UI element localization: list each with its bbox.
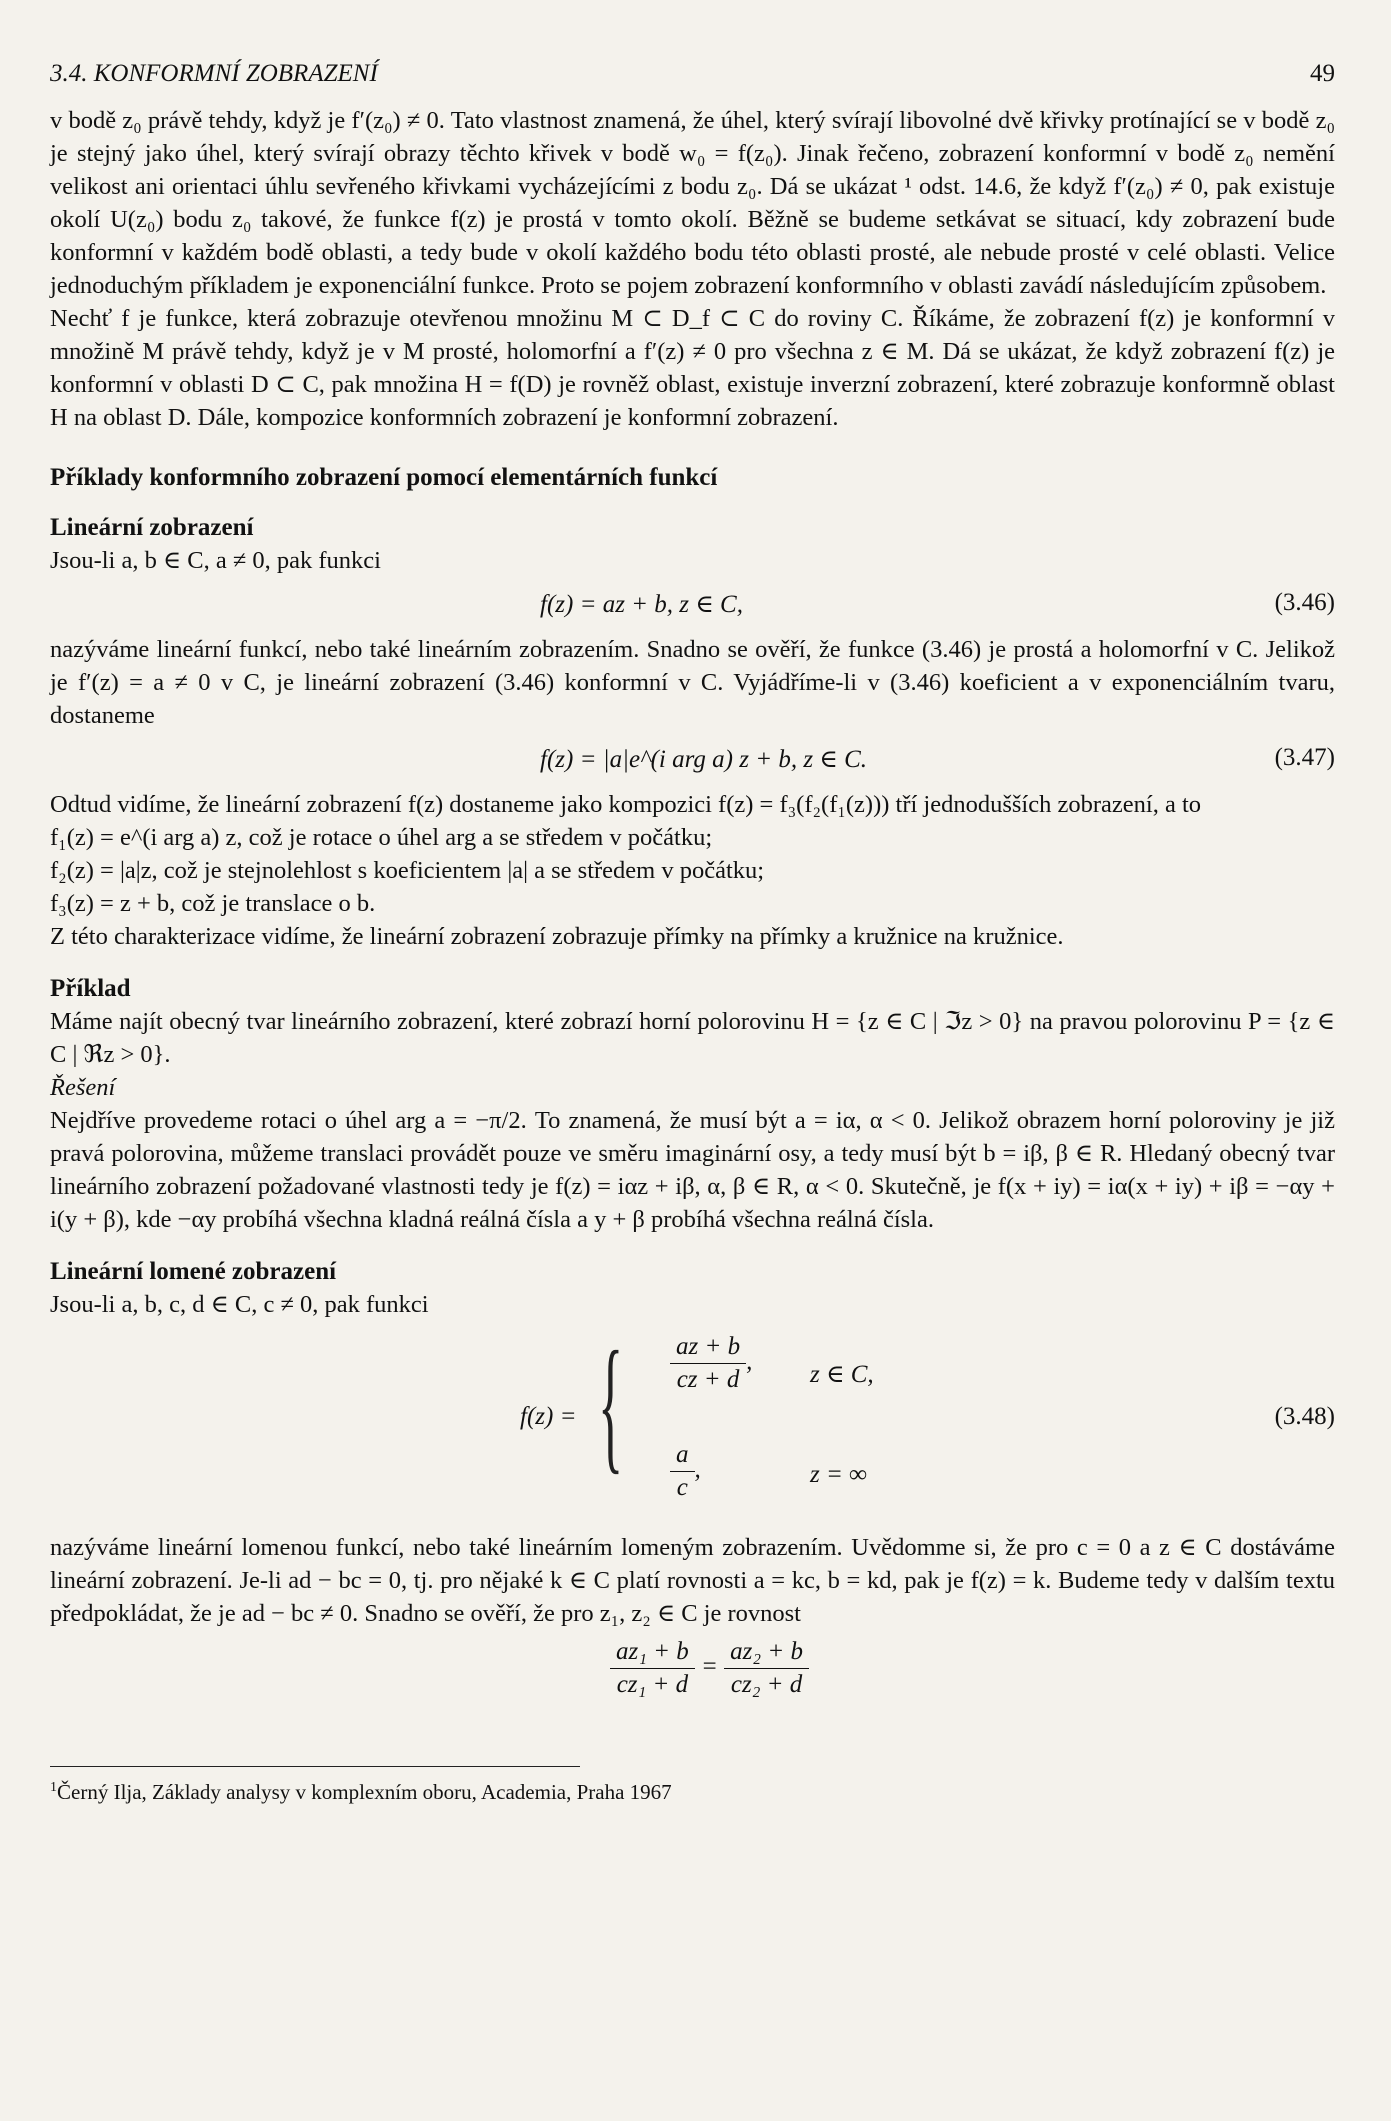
composition-item-2: f₂(z) = |a|z, což je stejnolehlost s koeficientem |a| a se středem v počátku; bbox=[50, 857, 765, 884]
case-1-denominator: cz + d bbox=[676, 1366, 740, 1393]
mobius-text-1: nazýváme lineární lomenou funkcí, nebo také lineárním lomeným zobrazením. Uvědomme si, že pro c = 0 a z ∈ C dostáváme lineární zobrazení. Je-li ad − bc = 0, tj. pro nějaké k ∈ C platí rovnosti a = kc, b = kd, pak je f(z) = k. Budeme tedy v dalším textu předpokládat, že je ad − bc ≠ 0. Snadno se ověří, že pro z₁, z₂ ∈ C je rovnost bbox=[50, 1534, 1335, 1627]
equation-body: f(z) = az + b, z ∈ C, bbox=[540, 591, 743, 618]
case-1-condition: z ∈ C, bbox=[810, 1361, 874, 1388]
case-2-condition: z = ∞ bbox=[810, 1461, 867, 1488]
equation-number: (3.47) bbox=[1274, 744, 1335, 771]
case-2-fraction: $\frac{a}{c}$ , bbox=[670, 1439, 701, 1504]
equation-3-46 bbox=[50, 577, 1335, 633]
section-title: Příklady konformního zobrazení pomocí elementárních funkcí bbox=[50, 464, 718, 491]
paragraph-1: v bodě z₀ právě tehdy, když je f′(z₀) ≠ 0. Tato vlastnost znamená, že úhel, který svírají libovolné dvě křivky protínající se v bodě z₀ je stejný jako úhel, který svírají obrazy těchto křivek v bodě w₀ = f(z₀). Jinak řečeno, zobrazení konformní v bodě z₀ nemění velikost ani orientaci úhlu sevřeného křivkami vycházejícími z bodu z₀. Dá se ukázat ¹ odst. 14.6, že když f′(z₀) ≠ 0, pak existuje okolí U(z₀) bodu z₀ takové, že funkce f(z) je prostá v tomto okolí. Běžně se budeme setkávat se situací, kdy zobrazení bude konformní v každém bodě oblasti, a tedy bude v okolí každého bodu této oblasti prosté, ale nebude prosté v celé oblasti. Velice jednoduchým příkladem je exponenciální funkce. Proto se pojem zobrazení konformního v oblasti zavádí následujícím způsobem. bbox=[50, 107, 1335, 299]
mobius-title: Lineární lomené zobrazení bbox=[50, 1258, 337, 1285]
example-title: Příklad bbox=[50, 975, 131, 1002]
equality-fractions bbox=[50, 1630, 1335, 1740]
case-1-fraction: $\frac{az + b}{cz + d}$ , bbox=[670, 1331, 752, 1396]
mobius-intro: Jsou-li a, b, c, d ∈ C, c ≠ 0, pak funkci bbox=[50, 1291, 429, 1318]
linear-text-1: nazýváme lineární funkcí, nebo také lineárním zobrazením. Snadno se ověří, že funkce (3.46) je prostá a holomorfní v C. Jelikož je f′(z) = a ≠ 0 v C, je lineární zobrazení (3.46) konformní v C. Vyjádříme-li v (3.46) koeficient a v exponenciálním tvaru, dostaneme bbox=[50, 636, 1335, 729]
right-numerator: az₂ + b bbox=[724, 1636, 809, 1669]
case-1-numerator: az + b bbox=[670, 1331, 746, 1364]
equation-body: f(z) = |a|e^(i arg a) z + b, z ∈ C. bbox=[540, 746, 867, 773]
example-text-1: Máme najít obecný tvar lineárního zobrazení, které zobrazí horní polorovinu H = {z ∈ C | ℑz > 0} na pravou polorovinu P = {z ∈ C | ℜz > 0}. bbox=[50, 1008, 1335, 1068]
left-numerator: az₁ + b bbox=[610, 1636, 695, 1669]
footnote-text: Černý Ilja, Základy analysy v komplexním oboru, Academia, Praha 1967 bbox=[57, 1780, 672, 1804]
equation-3-48 bbox=[50, 1321, 1335, 1531]
page-number: 49 bbox=[1310, 60, 1335, 87]
equation-lhs: f(z) = bbox=[520, 1403, 577, 1430]
equation-3-47 bbox=[50, 732, 1335, 788]
case-2-denominator: c bbox=[676, 1474, 688, 1501]
footnote bbox=[50, 1773, 1335, 1807]
linear-text-2: Odtud vidíme, že lineární zobrazení f(z) dostaneme jako kompozici f(z) = f₃(f₂(f₁(z))) tří jednodušších zobrazení, a to bbox=[50, 791, 1201, 818]
composition-item-1: f₁(z) = e^(i arg a) z, což je rotace o úhel arg a se středem v počátku; bbox=[50, 824, 713, 851]
equation-number: (3.46) bbox=[1274, 589, 1335, 616]
footnote-mark: 1 bbox=[50, 1780, 57, 1795]
linear-intro: Jsou-li a, b ∈ C, a ≠ 0, pak funkci bbox=[50, 547, 381, 574]
running-head bbox=[50, 60, 1335, 104]
left-denominator: cz₁ + d bbox=[616, 1671, 689, 1698]
example-text-2: Nejdříve provedeme rotaci o úhel arg a = −π/2. To znamená, že musí být a = iα, α < 0. Jelikož obrazem horní poloroviny je již pravá polorovina, můžeme translaci provádět pouze ve směru imaginární osy, a tedy musí být b = iβ, β ∈ R. Hledaný obecný tvar lineárního zobrazení požadované vlastnosti tedy je f(z) = iαz + iβ, α, β ∈ R, α < 0. Skutečně, je f(x + iy) = iα(x + iy) + iβ = −αy + i(y + β), kde −αy probíhá všechna kladná reálná čísla a y + β probíhá všechna reálná čísla. bbox=[50, 1107, 1335, 1233]
case-2-numerator: a bbox=[670, 1439, 695, 1472]
chapter-title: 3.4. KONFORMNÍ ZOBRAZENÍ bbox=[50, 60, 378, 87]
composition-item-3: f₃(z) = z + b, což je translace o b. bbox=[50, 890, 376, 917]
linear-title: Lineární zobrazení bbox=[50, 514, 254, 541]
footnote-rule bbox=[50, 1766, 580, 1767]
solution-label: Řešení bbox=[50, 1074, 116, 1101]
paragraph-2: Nechť f je funkce, která zobrazuje otevřenou množinu M ⊂ D_f ⊂ C do roviny C. Říkáme, že zobrazení f(z) je konformní v množině M právě tehdy, když je v M prosté, holomorfní a f′(z) ≠ 0 pro všechna z ∈ M. Dá se ukázat, že když zobrazení f(z) je konformní v oblasti D ⊂ C, pak množina H = f(D) je rovněž oblast, existuje inverzní zobrazení, které zobrazuje konformně oblast H na oblast D. Dále, kompozice konformních zobrazení je konformní zobrazení. bbox=[50, 305, 1335, 431]
linear-text-3: Z této charakterizace vidíme, že lineární zobrazení zobrazuje přímky na přímky a kružnice na kružnice. bbox=[50, 923, 1064, 950]
equation-number: (3.48) bbox=[1274, 1403, 1335, 1430]
left-brace: { bbox=[598, 1321, 624, 1487]
page bbox=[50, 60, 1335, 1807]
equals-sign: = bbox=[701, 1653, 725, 1681]
right-denominator: cz₂ + d bbox=[730, 1671, 803, 1698]
